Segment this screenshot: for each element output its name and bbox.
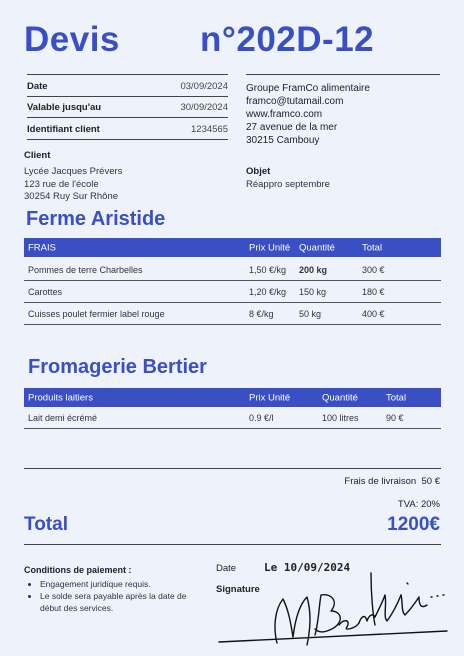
cell-price: 0.9 €/l — [249, 412, 274, 423]
divider — [24, 468, 441, 469]
cell-price: 1,20 €/kg — [249, 286, 287, 297]
client-block — [24, 166, 122, 204]
meta-row-valid-until — [27, 102, 228, 113]
col-header: Total — [362, 242, 383, 253]
meta-label: Identifiant client — [27, 124, 100, 135]
cell-total: 180 € — [362, 286, 385, 297]
table-row — [24, 259, 441, 281]
sender-street: 27 avenue de la mer — [246, 122, 338, 133]
cell-item: Cuisses poulet fermier label rouge — [28, 308, 165, 319]
cell-price: 8 €/kg — [249, 308, 274, 319]
condition-item: • Engagement juridique requis. — [40, 578, 199, 590]
cell-price: 1,50 €/kg — [249, 264, 287, 275]
col-header: Prix Unité — [249, 392, 291, 403]
cell-item: Pommes de terre Charbelles — [28, 264, 143, 275]
client-street: 123 rue de l'école — [24, 178, 99, 190]
object-heading: Objet — [246, 166, 271, 177]
cell-item: Carottes — [28, 286, 63, 297]
table-row — [24, 281, 441, 303]
col-header: Produits laitiers — [28, 392, 93, 403]
total-value: 1200€ — [387, 514, 440, 535]
cell-total: 400 € — [362, 308, 385, 319]
divider — [24, 544, 441, 545]
handwritten-signature — [215, 565, 455, 650]
cell-item: Lait demi écrémé — [28, 412, 98, 423]
object-value: Réappro septembre — [246, 179, 330, 190]
sender-email: framco@tutamail.com — [246, 96, 344, 107]
document-number: n°202D-12 — [200, 20, 375, 59]
col-header: Prix Unité — [249, 242, 291, 253]
client-city: 30254 Ruy Sur Rhône — [24, 191, 119, 202]
signature-label: Signature — [216, 584, 260, 595]
meta-row-client-id — [27, 124, 228, 135]
sender-city: 30215 Cambouy — [246, 135, 320, 146]
divider — [27, 117, 228, 118]
cell-qty: 150 kg — [299, 286, 327, 297]
table-row — [24, 303, 441, 325]
total-label: Total — [24, 514, 68, 535]
divider — [27, 96, 228, 97]
client-name: Lycée Jacques Prévers — [24, 166, 123, 177]
divider — [246, 74, 440, 75]
cell-qty: 50 kg — [299, 308, 322, 319]
table-row — [24, 407, 441, 429]
meta-value: 03/09/2024 — [180, 81, 228, 92]
meta-value: 30/09/2024 — [180, 102, 228, 113]
meta-value: 1234565 — [191, 124, 228, 135]
meta-label: Valable jusqu'au — [27, 102, 102, 113]
col-header: Quantité — [299, 242, 335, 253]
col-header: Quantité — [322, 392, 358, 403]
tva-rate: TVA: 20% — [397, 499, 440, 510]
conditions-heading: Conditions de paiement : — [24, 565, 132, 575]
col-header: Total — [386, 392, 407, 403]
delivery-label: Frais de livraison — [344, 476, 417, 487]
section-title-ferme: Ferme Aristide — [26, 208, 166, 230]
sender-block — [246, 82, 370, 147]
condition-item: • Le solde sera payable après la date de début des services. — [40, 590, 199, 614]
table-header — [24, 238, 441, 257]
delivery-fee — [344, 476, 440, 487]
meta-label: Date — [27, 81, 48, 92]
date-value: Le 10/09/2024 — [264, 561, 351, 574]
document-title: Devis — [24, 20, 120, 59]
col-header: FRAIS — [28, 242, 56, 253]
sender-name: Groupe FramCo alimentaire — [246, 83, 370, 94]
conditions-list — [24, 578, 199, 614]
sender-web: www.framco.com — [246, 109, 323, 120]
cell-qty: 100 litres — [322, 412, 359, 423]
client-heading: Client — [24, 150, 51, 161]
date-label: Date — [216, 563, 237, 574]
section-title-fromagerie: Fromagerie Bertier — [28, 356, 207, 378]
divider — [27, 139, 228, 140]
meta-row-date — [27, 81, 228, 92]
delivery-value: 50 € — [421, 476, 440, 487]
divider — [27, 74, 228, 75]
cell-total: 300 € — [362, 264, 385, 275]
cell-total: 90 € — [386, 412, 404, 423]
cell-qty: 200 kg — [299, 264, 328, 275]
table-header — [24, 388, 441, 407]
